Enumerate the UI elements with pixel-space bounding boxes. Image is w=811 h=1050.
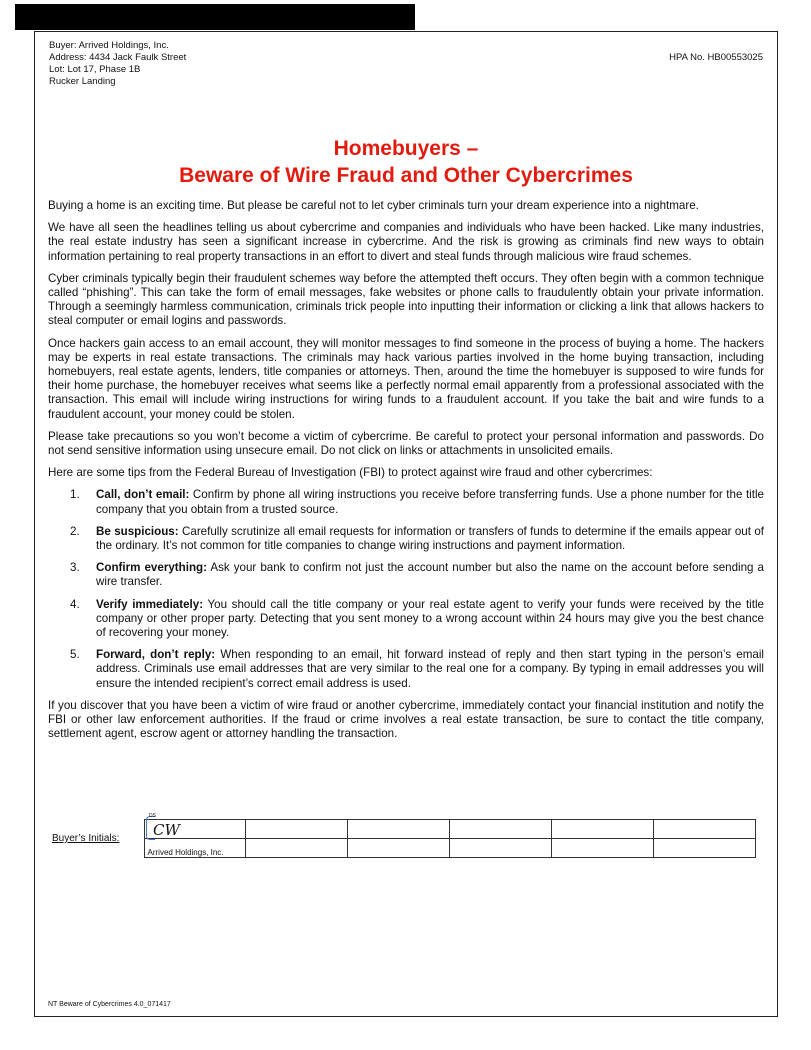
- tip-text: Confirm by phone all wiring instructions you receive before transferring funds. Use a phone number for the title company that you obtain from a trusted source.: [96, 488, 765, 516]
- tip-number: 1.: [70, 488, 80, 502]
- tip-text: Ask your bank to confirm not just the account number but also the name on the account before sending a wire transfer.: [96, 561, 764, 589]
- buyer-info: [49, 40, 186, 88]
- form-footer: NT Beware of Cybercrimes 4.0_071417: [48, 1001, 171, 1008]
- list-item: [48, 488, 764, 516]
- initials-name-cell: Arrived Holdings, Inc.: [144, 839, 246, 858]
- buyer-initials-block: [49, 813, 756, 859]
- paragraph: Buying a home is an exciting time. But please be careful not to let cyber criminals turn your dream experience into a nightmare.: [48, 199, 699, 212]
- tip-number: 2.: [70, 524, 80, 538]
- tips-list: [48, 488, 764, 690]
- paragraph: Cyber criminals typically begin their fraudulent schemes way before the attempted theft occurs. They often begin with a common technique called “phishing”. This can take the form of email messages, fake websites or phone calls to fraudulently obtain your private information. Through a seemingly harmless communication, criminals trick people into inputting their information or clicking a link that allows hackers to steal computer or email logins and passwords.: [48, 271, 764, 328]
- paragraph: Please take precautions so you won’t become a victim of cybercrime. Be careful to protect your personal information and passwords. Do not send sensitive information using unsecure email. Do not click on links or attachments in unsolicited emails.: [48, 429, 764, 458]
- initials-cell[interactable]: [654, 820, 756, 839]
- initials-label: Buyer’s Initials:: [52, 833, 120, 844]
- buyer-name: Buyer: Arrived Holdings, Inc.: [49, 40, 169, 51]
- page-title: [35, 135, 777, 189]
- tip-heading: Confirm everything:: [96, 561, 207, 575]
- tip-heading: Be suspicious:: [96, 524, 179, 538]
- tip-text: Carefully scrutinize all email requests for information or transfers of funds to determine if the emails appear out of the ordinary. It’s not common for title companies to change wiring instructions and payment information.: [96, 524, 764, 553]
- title-line-2: Beware of Wire Fraud and Other Cybercrimes: [179, 164, 633, 187]
- tip-number: 3.: [70, 561, 80, 575]
- tip-number: 4.: [70, 597, 80, 611]
- paragraph: Once hackers gain access to an email account, they will monitor messages to find someone in the process of buying a home. The hackers may be experts in real estate transactions. The criminals may hack various parties involved in the home buying transaction, including homebuyers, real estate agents, lenders, title companies or attorneys. Then, around the time the homebuyer is supposed to wire funds for their home purchase, the homebuyer receives what seems like a perfectly normal email apparently from a professional associated with the transaction. This email will include wiring instructions for wiring funds to a fraudulent account. If you take the bait and wire funds to a fraudulent account, your money could be stolen.: [48, 336, 764, 421]
- title-line-1: Homebuyers –: [333, 137, 479, 160]
- initials-name-cell: [348, 839, 450, 858]
- initials-cell[interactable]: [348, 820, 450, 839]
- list-item: [48, 525, 764, 553]
- tip-text: You should call the title company or your real estate agent to verify your funds were received by the title company or other proper party. Detecting that you sent money to a wrong account within 24 hours may give you the best chance of recovering your money.: [96, 597, 764, 640]
- tip-heading: Forward, don’t reply:: [96, 648, 216, 662]
- initials-name-cell: [552, 839, 654, 858]
- paragraph: We have all seen the headlines telling us about cybercrime and companies and individuals who have been hacked. Like many industries, the real estate industry has seen a significant increase in cybercrime. And the risk is growing as criminals find new ways to obtain information pertaining to real property transactions in an effort to divert and steal funds through malicious wire fraud schemes.: [48, 221, 764, 263]
- list-item: [48, 561, 764, 589]
- closing-paragraph: If you discover that you have been a victim of wire fraud or another cybercrime, immediately contact your financial institution and notify the FBI or other law enforcement authorities. If the fraud or crime involves a real estate transaction, be sure to contact the title company, settlement agent, escrow agent or attorney handling the transaction.: [48, 698, 764, 741]
- docusign-tag: DS: [149, 813, 156, 819]
- document-body: [48, 199, 764, 750]
- initials-name-cell: [654, 839, 756, 858]
- list-item: [48, 648, 764, 691]
- initials-name-cell: [450, 839, 552, 858]
- tip-text: When responding to an email, hit forward instead of reply and then start typing in the person’s email address. Criminals use email addresses that are very similar to the real one for a company. By typing in email addresses you will ensure the intended recipient’s correct email address is used.: [96, 648, 764, 690]
- buyer-address: Address: 4434 Jack Faulk Street: [49, 52, 187, 63]
- tip-heading: Call, don’t email:: [96, 488, 190, 502]
- initials-name-cell: [246, 839, 348, 858]
- paragraph: Here are some tips from the Federal Bureau of Investigation (FBI) to protect against wire fraud and other cybercrimes:: [48, 466, 653, 480]
- initials-cell[interactable]: [450, 820, 552, 839]
- hpa-number: HPA No. HB00553025: [669, 52, 763, 63]
- initials-cell[interactable]: [552, 820, 654, 839]
- buyer-city: Rucker Landing: [49, 76, 116, 87]
- buyer-lot: Lot: Lot 17, Phase 1B: [49, 64, 141, 75]
- initials-cell[interactable]: [246, 820, 348, 839]
- redaction-bar: [15, 4, 415, 30]
- tip-heading: Verify immediately:: [96, 597, 204, 611]
- list-item: [48, 598, 764, 641]
- tip-number: 5.: [70, 648, 80, 662]
- initials-signature: CW: [153, 821, 180, 839]
- document-page: [34, 31, 778, 1017]
